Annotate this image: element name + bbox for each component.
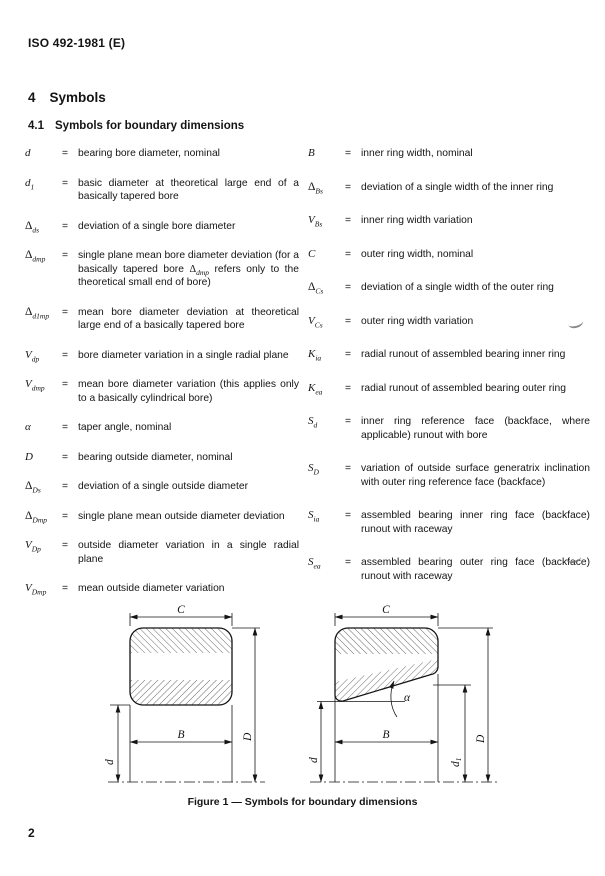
equals-sign: = (345, 349, 352, 360)
definition-text: mean bore diameter variation (this applies only to a basically cylindrical bore) (78, 379, 299, 404)
definition-row (25, 220, 299, 234)
symbol: D (25, 450, 33, 463)
definition-text: inner ring reference face (backface, where applicable) runout with bore (361, 416, 590, 441)
equals-sign: = (345, 382, 352, 394)
figure-caption: Figure 1 — Symbols for boundary dimensions (187, 796, 418, 808)
equals-sign: = (62, 148, 69, 159)
outer-ring-hatch (130, 628, 232, 653)
symbol: $\Delta_{Bs}$ (308, 180, 323, 195)
definition-row (25, 480, 299, 494)
definition-row (308, 348, 590, 362)
definition-text: bearing bore diameter, nominal (78, 148, 220, 159)
equals-sign: = (62, 481, 69, 492)
section-number: 4 (28, 90, 36, 105)
subsection-title: Symbols for boundary dimensions (55, 120, 245, 132)
equals-sign: = (345, 248, 352, 260)
definition-row (25, 349, 299, 363)
symbol: $V_{Cs}$ (308, 314, 323, 329)
label-D-left: D (242, 732, 254, 741)
equals-sign: = (62, 349, 69, 361)
label-D-right: D (475, 734, 487, 743)
equals-sign: = (345, 557, 352, 568)
symbol: d (25, 147, 31, 159)
definition-row (25, 147, 299, 161)
label-d1: d1 (450, 757, 463, 767)
definition-text: single plane mean outside diameter deviation (78, 510, 285, 522)
section-title: Symbols (49, 90, 106, 105)
equals-sign: = (62, 306, 69, 318)
definition-text: deviation of a single outside diameter (78, 481, 249, 492)
figure-bearing-cylindrical (108, 613, 265, 782)
definition-row (308, 281, 590, 295)
equals-sign: = (62, 177, 69, 189)
equals-sign: = (62, 379, 69, 390)
definition-row (25, 306, 299, 333)
symbol: $K_{ia}$ (308, 348, 322, 363)
definition-row (25, 421, 299, 435)
definition-text: outer ring width variation (361, 315, 474, 327)
subsection-heading (28, 120, 244, 132)
symbol: $V_{Dp}$ (25, 539, 41, 554)
symbol: $\Delta_{Cs}$ (308, 281, 324, 296)
definition-text: variation of outside surface generatrix inclination with outer ring reference face (backface) (361, 463, 590, 488)
label-B-left: B (177, 729, 185, 741)
label-C-left: C (177, 604, 185, 616)
definition-text: mean outside diameter variation (78, 583, 225, 594)
equals-sign: = (62, 540, 69, 551)
definition-row (25, 177, 299, 204)
definition-row (25, 539, 299, 566)
equals-sign: = (345, 282, 352, 293)
definition-text: outside diameter variation in a single radial plane (78, 540, 299, 565)
definition-text: radial runout of assembled bearing inner ring (361, 349, 566, 360)
definition-row (308, 214, 590, 228)
inner-ring-hatch (130, 680, 232, 705)
figure-1-diagrams (80, 595, 520, 800)
definition-row (25, 249, 299, 290)
equals-sign: = (345, 463, 352, 474)
definition-row (308, 509, 590, 536)
symbol: $S_d$ (308, 415, 318, 430)
definition-text: mean bore diameter deviation at theoretical large end of a basically tapered bore (78, 306, 299, 331)
definition-text: basic diameter at theoretical large end of a basically tapered bore (78, 177, 299, 202)
symbol: $S_{ea}$ (308, 556, 321, 571)
label-C-right: C (382, 604, 390, 616)
page-number: 2 (28, 826, 35, 840)
definition-text: deviation of a single width of the inner ring (361, 181, 554, 193)
equals-sign: = (345, 181, 352, 193)
label-B-right: B (382, 729, 390, 741)
equals-sign: = (62, 451, 69, 463)
definition-row (25, 510, 299, 524)
definitions-right-column (308, 147, 590, 603)
definition-row (308, 556, 590, 583)
symbol: $V_{dmp}$ (25, 378, 45, 393)
definition-text: bearing outside diameter, nominal (78, 451, 233, 463)
symbol: B (308, 147, 315, 159)
doc-reference-header: ISO 492-1981 (E) (28, 36, 126, 50)
symbol: $V_{Dmp}$ (25, 582, 47, 597)
definition-text: inner ring width variation (361, 215, 473, 226)
equals-sign: = (345, 215, 352, 226)
label-d-left: d (104, 759, 116, 765)
definition-text: assembled bearing inner ring face (backface) runout with raceway (361, 510, 590, 535)
definition-text: outer ring width, nominal (361, 248, 474, 260)
symbol: $S_D$ (308, 462, 319, 477)
definition-text: radial runout of assembled bearing outer ring (361, 382, 566, 394)
equals-sign: = (345, 148, 352, 159)
symbol: C (308, 247, 316, 260)
definition-text: deviation of a single width of the outer ring (361, 282, 554, 293)
symbol: α (25, 421, 31, 433)
symbol: $V_{dp}$ (25, 348, 40, 363)
definition-text: deviation of a single bore diameter (78, 220, 236, 232)
symbol: $S_{ia}$ (308, 509, 320, 524)
symbol: $\Delta_{dmp}$ (25, 249, 46, 264)
definition-row (308, 315, 590, 329)
definition-text: bore diameter variation in a single radial plane (78, 349, 289, 361)
definition-text: taper angle, nominal (78, 422, 172, 433)
definition-row (308, 248, 590, 262)
label-alpha: α (404, 692, 411, 704)
definition-row (308, 462, 590, 489)
hatching-right (335, 628, 438, 703)
angle-arc-alpha (391, 681, 397, 717)
outer-ring-hatch (335, 628, 438, 654)
equals-sign: = (62, 583, 69, 594)
symbol: $\Delta_{ds}$ (25, 219, 40, 234)
definition-row (308, 147, 590, 161)
equals-sign: = (62, 510, 69, 522)
section-heading (28, 90, 106, 105)
hatching-left (130, 628, 232, 705)
definition-text: assembled bearing outer ring face (backface) runout with raceway (361, 557, 590, 582)
side-extension-lines (130, 705, 232, 782)
definition-text: single plane mean bore diameter deviation (for a basically tapered bore $\Delta_{dmp}$ refers only to the theoretical small end of bore) (78, 250, 299, 288)
symbol: $K_{ea}$ (308, 381, 323, 396)
equals-sign: = (62, 220, 69, 232)
symbol: $V_{Bs}$ (308, 214, 323, 229)
inner-ring-hatch (335, 659, 438, 703)
subsection-number: 4.1 (28, 120, 44, 132)
definition-row (25, 378, 299, 405)
label-d-right: d (308, 757, 320, 763)
equals-sign: = (62, 422, 69, 433)
symbol: $\Delta_{d1mp}$ (25, 305, 50, 320)
equals-sign: = (345, 416, 352, 427)
definition-row (308, 382, 590, 396)
definition-row (25, 582, 299, 596)
equals-sign: = (345, 315, 352, 327)
definition-row (25, 451, 299, 465)
equals-sign: = (62, 250, 69, 261)
definition-row (308, 415, 590, 442)
definitions-left-column (25, 147, 299, 612)
definition-row (308, 181, 590, 195)
symbol: $d_1$ (25, 176, 35, 191)
equals-sign: = (345, 510, 352, 521)
symbol: $\Delta_{Ds}$ (25, 480, 41, 495)
definition-text: inner ring width, nominal (361, 148, 473, 159)
symbol: $\Delta_{Dmp}$ (25, 509, 47, 524)
